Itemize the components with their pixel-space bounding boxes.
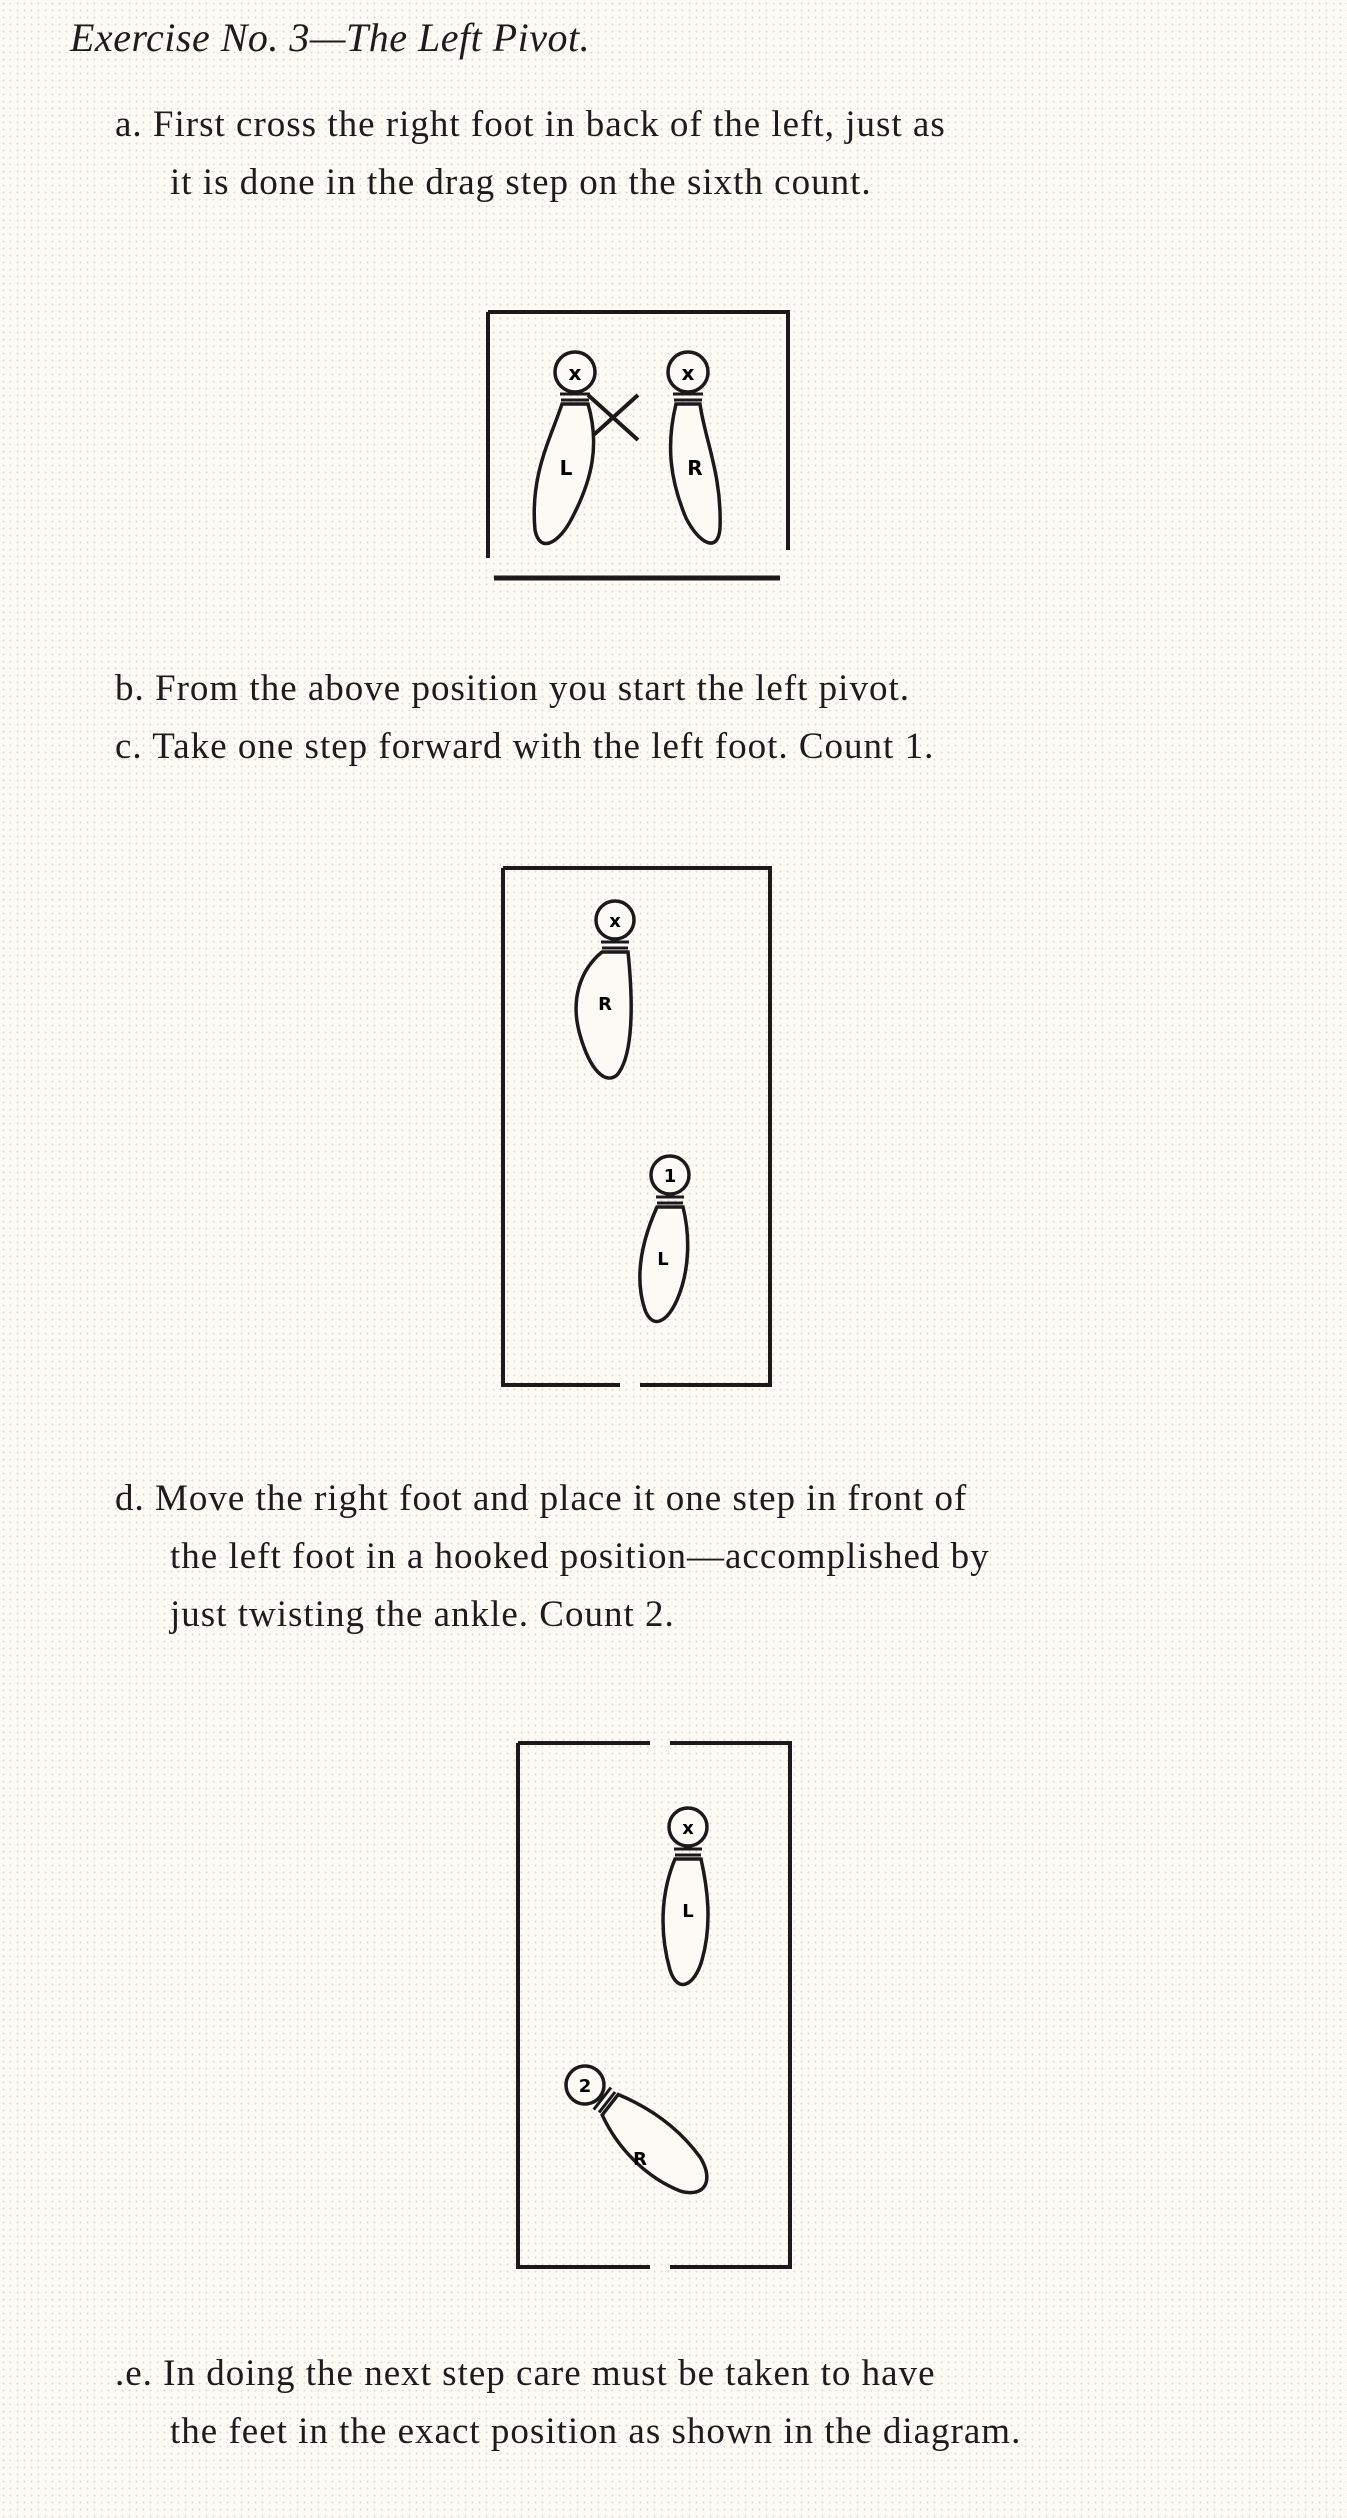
left-foot-pin: [534, 352, 595, 544]
right-foot-pin: [576, 901, 634, 1078]
top-pin-head-label: x: [682, 1818, 694, 1839]
exercise-title: Exercise No. 3—The Left Pivot.: [70, 15, 591, 60]
step-d-line-1: d. Move the right foot and place it one step in front of: [115, 1478, 968, 1519]
diagram-frame: [503, 868, 770, 1385]
step-e: [115, 2345, 1021, 2461]
right-pin-body-label: R: [687, 456, 703, 480]
step-e-line-1: .e. In doing the next step care must be taken to have: [115, 2353, 936, 2394]
step-d: [115, 1470, 990, 1644]
step-a-line-1: a. First cross the right foot in back of the left, just as: [115, 104, 946, 145]
bottom-pin-body-label: R: [633, 2149, 647, 2170]
left-pin-body-label: L: [559, 456, 573, 480]
right-pin-head-label: x: [681, 361, 695, 385]
step-e-line-2: the feet in the exact position as shown in the diagram.: [170, 2411, 1022, 2452]
diagram-step-count-2: [510, 1735, 800, 2285]
diagram-step-count-1: [495, 860, 785, 1400]
top-pin-body-label: R: [598, 994, 612, 1015]
left-foot-pin: [640, 1156, 689, 1321]
top-pin-head-label: x: [609, 911, 621, 932]
step-d-line-2: the left foot in a hooked position—accomplished by: [170, 1536, 990, 1577]
diagram-crossed-feet: [480, 310, 800, 595]
steps-b-c: [115, 660, 934, 776]
top-pin-body-label: L: [682, 1901, 694, 1922]
left-foot-pin: [663, 1808, 708, 1984]
left-pin-head-label: x: [568, 361, 582, 385]
right-foot-pin: [668, 352, 720, 543]
step-c-line-1: c. Take one step forward with the left foot. Count 1.: [115, 726, 935, 767]
step-a-line-2: it is done in the drag step on the sixth count.: [170, 162, 872, 203]
step-a: [115, 96, 946, 212]
right-foot-pin: [551, 2057, 721, 2205]
step-b-line-1: b. From the above position you start the left pivot.: [115, 668, 910, 709]
bottom-pin-head-label: 1: [663, 1166, 677, 1187]
step-d-line-3: just twisting the ankle. Count 2.: [170, 1594, 675, 1635]
bottom-pin-head-label: 2: [578, 2076, 592, 2097]
bottom-pin-body-label: L: [657, 1249, 669, 1270]
